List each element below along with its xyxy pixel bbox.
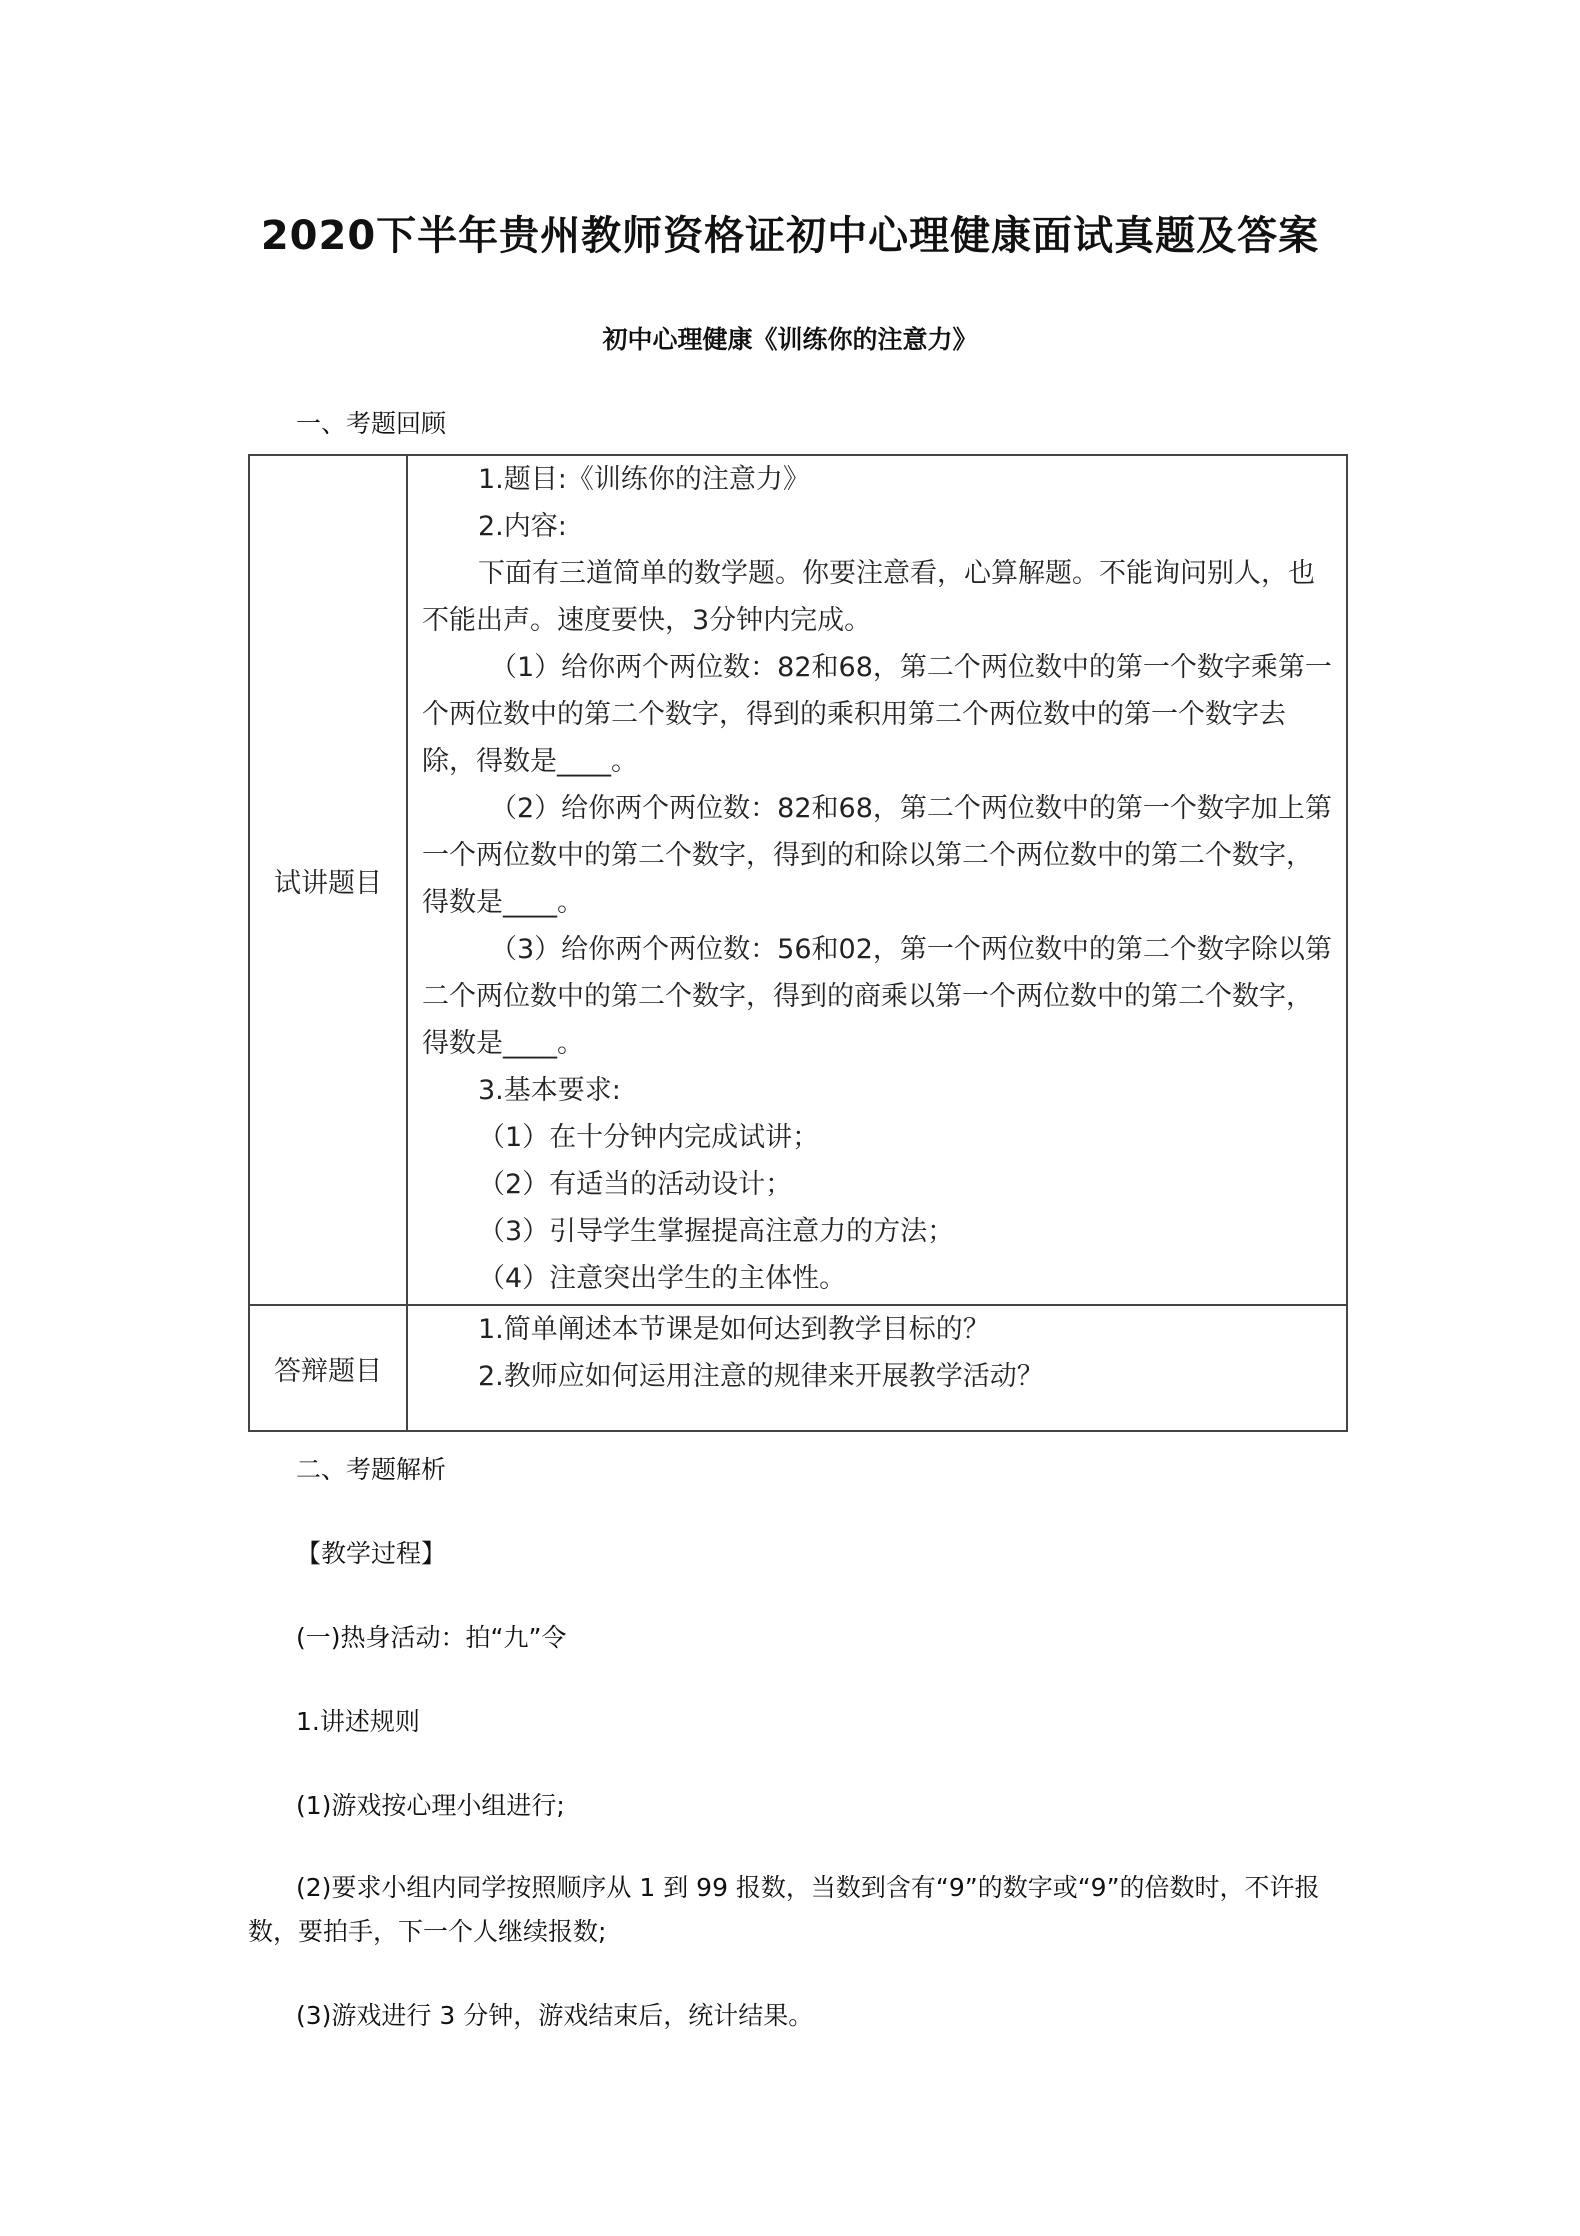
section-heading-analysis: 二、考题解析 (296, 1455, 447, 1484)
lecture-content-cell (407, 455, 1347, 1305)
math-question-3: （3）给你两个两位数：56和02，第一个两位数中的第二个数字除以第二个两位数中的第二个数字，得到的商乘以第一个两位数中的第二个数字，得数是____。 (422, 934, 1332, 1059)
defense-content-cell (407, 1305, 1347, 1431)
exam-question-table (248, 454, 1348, 1432)
math-question-1: （1）给你两个两位数：82和68，第二个两位数中的第一个数字乘第一个两位数中的第二个数字，得到的乘积用第二个两位数中的第一个数字去除，得数是____。 (422, 652, 1332, 777)
requirements-label: 3.基本要求: (478, 1075, 621, 1106)
row-label-lecture: 试讲题目 (249, 455, 407, 1305)
math-question-2: （2）给你两个两位数：82和68，第二个两位数中的第一个数字加上第一个两位数中的第二个数字，得到的和除以第二个两位数中的第二个数字，得数是____。 (422, 793, 1332, 918)
rule-3: (3)游戏进行 3 分钟，游戏结束后，统计结果。 (296, 2001, 814, 2030)
rule-1: (1)游戏按心理小组进行; (296, 1791, 565, 1820)
row-label-defense: 答辩题目 (249, 1305, 407, 1431)
teaching-process-heading: 【教学过程】 (296, 1539, 447, 1568)
rule-2: (2)要求小组内同学按照顺序从 1 到 99 报数，当数到含有“9”的数字或“9”的倍数时，不许报数，要拍手，下一个人继续报数; (248, 1873, 1320, 1946)
lesson-subtitle: 初中心理健康《训练你的注意力》 (602, 325, 978, 354)
table-row-lecture (249, 455, 1347, 1305)
defense-question-1: 1.简单阐述本节课是如何达到教学目标的？ (478, 1314, 990, 1345)
requirement-3: （3）引导学生掌握提高注意力的方法； (478, 1216, 955, 1247)
rules-heading: 1.讲述规则 (296, 1707, 420, 1736)
lecture-content-label: 2.内容: (478, 511, 567, 542)
lecture-topic: 1.题目:《训练你的注意力》 (478, 464, 810, 495)
requirement-2: （2）有适当的活动设计； (478, 1169, 793, 1200)
warmup-activity-heading: (一)热身活动：拍“九”令 (296, 1623, 567, 1652)
defense-question-2: 2.教师应如何运用注意的规律来开展教学活动？ (478, 1361, 1044, 1392)
table-row-defense (249, 1305, 1347, 1431)
requirement-1: （1）在十分钟内完成试讲； (478, 1122, 820, 1153)
section-heading-review: 一、考题回顾 (296, 409, 447, 438)
page-title: 2020下半年贵州教师资格证初中心理健康面试真题及答案 (260, 213, 1320, 259)
lecture-instructions: 下面有三道简单的数学题。你要注意看，心算解题。不能询问别人，也不能出声。速度要快，3分钟内完成。 (422, 558, 1315, 636)
requirement-4: （4）注意突出学生的主体性。 (478, 1263, 847, 1294)
